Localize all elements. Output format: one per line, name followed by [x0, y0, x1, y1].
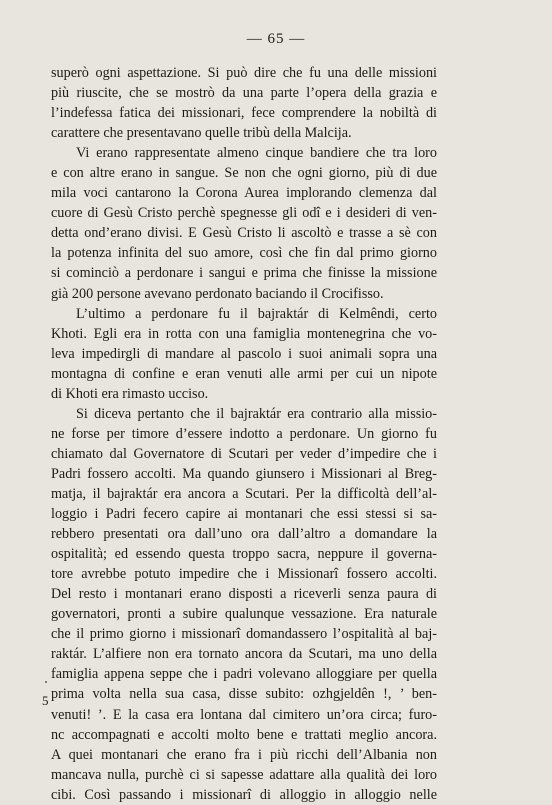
text-line: di Khoti era rimasto ucciso. — [51, 385, 209, 402]
text-line: Vi erano rappresentate almeno cinque bandiere che tra loro — [76, 145, 437, 162]
text-line: rebbero presentati ora dall’uno ora dall’altro a domandare la — [51, 526, 437, 543]
text-line: A quei montanari che erano fra i più ricchi dell’Albania non — [51, 746, 437, 763]
text-line: superò ogni aspettazione. Si può dire che fu una delle missioni — [51, 65, 437, 81]
text-line: famiglia appena seppe che i padri volevano alloggiare per quella — [51, 666, 437, 683]
text-line: Padri fossero accolti. Ma quando giunsero i Missionari al Breg- — [51, 465, 437, 482]
text-line: detta ond’erano divisi. E Gesù Cristo li ascoltò e trasse a sè con — [51, 225, 437, 242]
body-text — [51, 63, 437, 805]
text-line: chiamato dal Governatore di Scutari per veder d’impedire che i — [51, 445, 437, 462]
text-line: matja, il bajraktár era ancora a Scutari. Per la difficoltà dell’al- — [51, 485, 437, 502]
text-line: più riuscite, che se mostrò da una parte l’opera della grazia e — [51, 85, 437, 102]
text-line: montagna di confine e eran venuti alle armi per cui un nipote — [51, 365, 437, 382]
text-line: già 200 persone avevano perdonato baciando il Crocifisso. — [51, 285, 384, 302]
text-line: governatori, pronti a subire qualunque vessazione. Era naturale — [51, 606, 437, 623]
text-line: cuore di Gesù Cristo perchè spegnesse gli odî e i desideri di ven- — [51, 205, 437, 222]
text-line: L’ultimo a perdonare fu il bajraktár di Kelmêndi, certo — [76, 305, 437, 322]
text-line: ne forse per timore d’essere indotto a perdonare. Un giorno fu — [51, 425, 437, 442]
text-line: Khoti. Egli era in rotta con una famiglia montenegrina che vo- — [51, 325, 437, 342]
text-line: raktár. L’alfiere non era tornato ancora da Scutari, ma uno della — [51, 646, 437, 663]
text-line: tore avrebbe potuto impedire che i Missionarî fossero accolti. — [51, 566, 437, 583]
text-line: che il primo giorno i missionarî domandassero l’ospitalità al baj- — [51, 626, 437, 643]
text-line: Si diceva pertanto che il bajraktár era contrario alla missio- — [76, 405, 437, 422]
text-line: si cominciò a perdonare i sangui e prima che finisse la missione — [51, 265, 437, 282]
text-line: carattere che presentavano quelle tribù della Malcija. — [51, 125, 352, 142]
text-line: mila voci cantarono la Corona Aurea implorando clemenza dal — [51, 185, 437, 202]
page-number: — 65 — — [246, 31, 306, 47]
text-line: leva impedirgli di mandare al pascolo i suoi animali sopra una — [51, 345, 437, 362]
text-line: nc accompagnati e accolti molto bene e trattati meglio ancora. — [51, 726, 437, 743]
ink-speck — [45, 681, 47, 683]
text-line: Del resto i montanari erano disposti a riceverli senza paura di — [51, 586, 437, 603]
text-line: ospitalità; ed essendo questa troppo sacra, neppure il governa- — [51, 546, 437, 563]
text-line: loggio i Padri fecero capire ai montanari che essi stessi si sa- — [51, 506, 437, 523]
text-line: venuti! ’. E la casa era lontana dal cimitero un’ora circa; furo- — [51, 706, 437, 723]
text-line: cibi. Così passando i missionarî di alloggio in alloggio nelle — [51, 786, 437, 803]
signature-mark: 5 — [42, 693, 49, 708]
text-line: la potenza infinita del suo amore, così che fin dal primo giorno — [51, 245, 437, 262]
text-line: l’indefessa fatica dei missionari, fece comprendere la nobiltà di — [51, 105, 437, 122]
text-line: prima volta nella sua casa, disse subito: ozhgjeldên !, ’ ben- — [51, 686, 437, 703]
text-line: mancava nulla, purchè ci si sapesse adattare alla qualità dei loro — [51, 766, 437, 783]
text-line: e con altre erano in sangue. Se non che ogni giorno, più di due — [51, 165, 437, 182]
